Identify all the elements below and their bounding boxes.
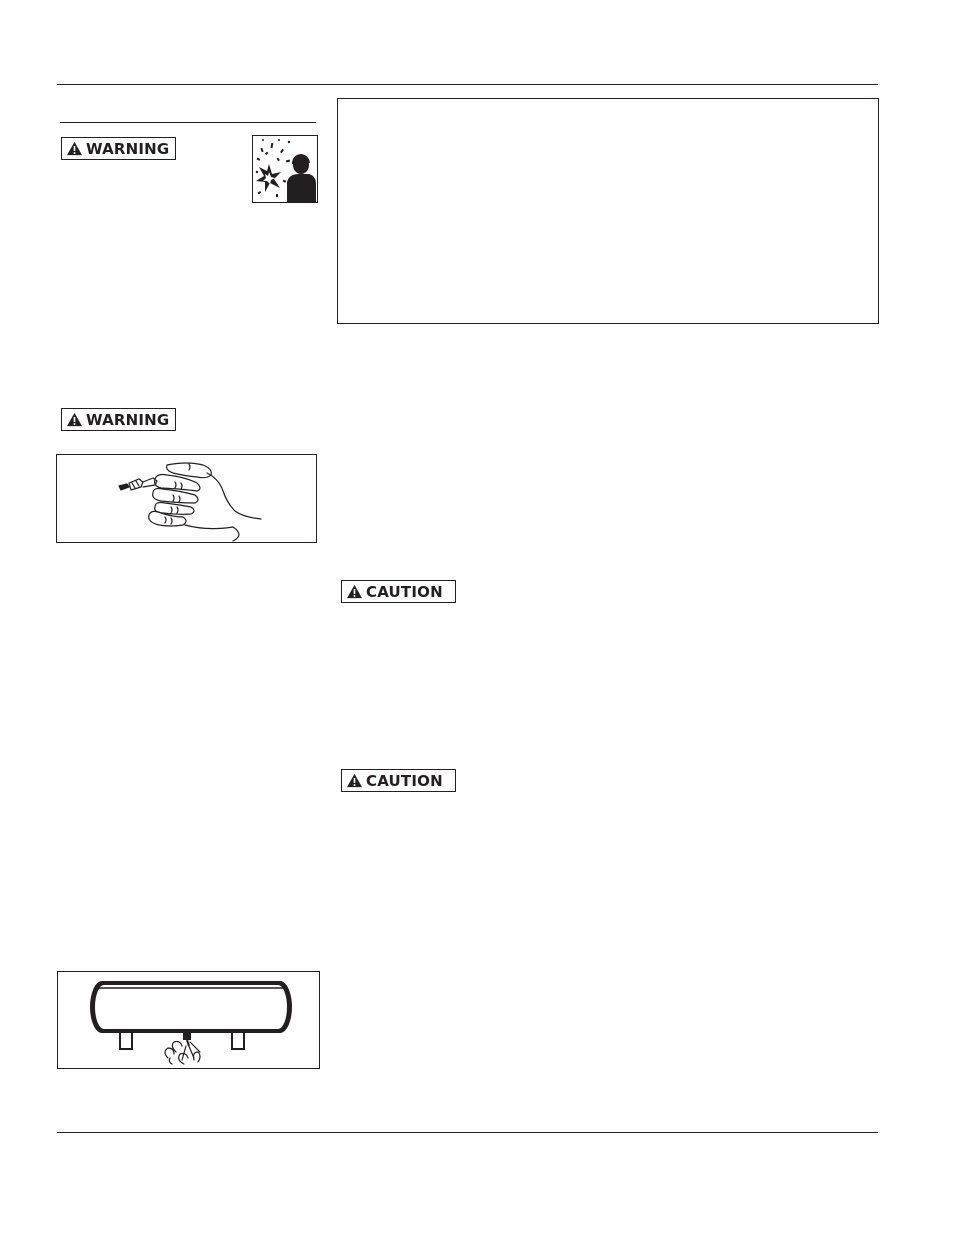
warning-label-text: WARNING: [86, 410, 170, 429]
warning-label-2: [61, 408, 176, 431]
section-rule: [60, 122, 316, 123]
air-injection-illustration: [56, 454, 317, 543]
header-rule: [57, 84, 878, 85]
alert-triangle-icon: [346, 773, 363, 788]
notice-panel: [337, 98, 879, 324]
warning-label-text: WARNING: [86, 139, 170, 158]
alert-triangle-icon: [346, 584, 363, 599]
footer-rule: [57, 1132, 878, 1133]
caution-label-text: CAUTION: [366, 771, 443, 790]
hand-air-injection-hazard-icon: [57, 455, 316, 542]
caution-label-1: [341, 580, 456, 603]
alert-triangle-icon: [66, 141, 83, 156]
bursting-pressure-hazard-icon: [253, 136, 317, 202]
tank-drain-illustration: [57, 971, 320, 1069]
warning-label-1: [61, 137, 176, 160]
caution-label-2: [341, 769, 456, 792]
alert-triangle-icon: [66, 412, 83, 427]
caution-label-text: CAUTION: [366, 582, 443, 601]
burst-hazard-pictogram: [252, 135, 318, 203]
air-tank-drain-icon: [58, 972, 319, 1068]
